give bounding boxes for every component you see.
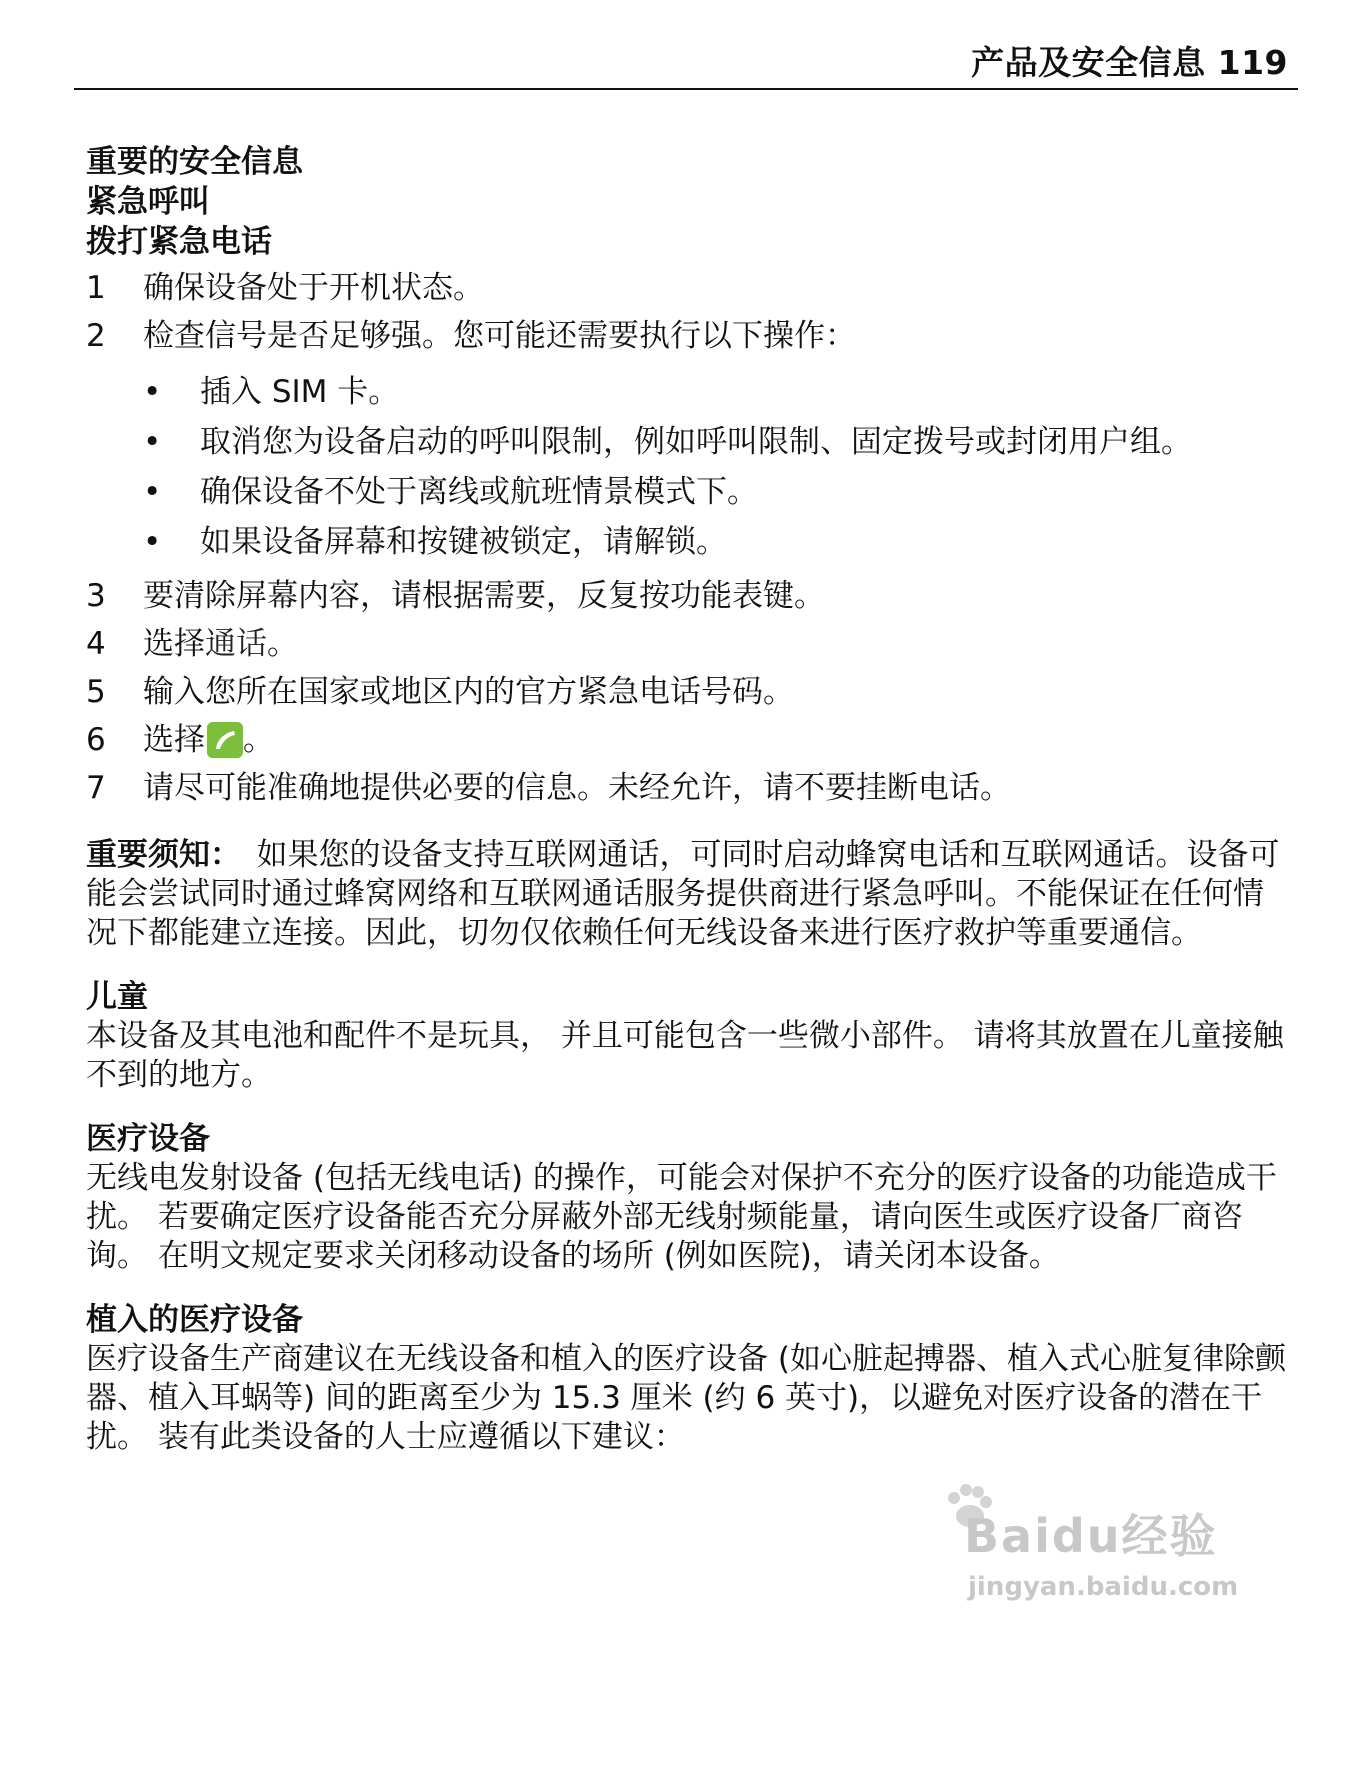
bullet-icon: • [143, 524, 162, 560]
heading-important-safety: 重要的安全信息 [86, 144, 303, 180]
baidu-watermark [940, 1500, 1280, 1610]
step-item [86, 716, 1291, 764]
heading-children: 儿童 [86, 979, 148, 1015]
step-text-before: 选择 [143, 722, 205, 758]
header-title: 产品及安全信息 119 [971, 43, 1288, 82]
step-number: 2 [86, 318, 106, 354]
bullet-item [86, 472, 1291, 512]
step-number: 5 [86, 674, 106, 710]
step-text-before: 选择 [143, 626, 205, 662]
heading-medical-devices: 医疗设备 [86, 1121, 210, 1157]
step-number: 3 [86, 578, 106, 614]
step-text-after: 。 [243, 722, 274, 758]
step-number: 1 [86, 270, 106, 306]
children-text: 本设备及其电池和配件不是玩具， 并且可能包含一些微小部件。 请将其放置在儿童接触不到的地方。 [86, 1018, 1284, 1093]
notice-text: 如果您的设备支持互联网通话，可同时启动蜂窝电话和互联网通话。设备可能会尝试同时通过蜂窝网络和互联网通话服务提供商进行紧急呼叫。不能保证在任何情况下都能建立连接。因此，切勿仅依赖任何无线设备来进行医疗救护等重要通信。 [86, 837, 1280, 951]
step-item [86, 312, 1291, 360]
step-number: 6 [86, 722, 106, 758]
step-text: 检查信号是否足够强。您可能还需要执行以下操作： [143, 318, 856, 354]
medical-text: 无线电发射设备 (包括无线电话) 的操作，可能会对保护不充分的医疗设备的功能造成干扰。 若要确定医疗设备能否充分屏蔽外部无线射频能量，请向医生或医疗设备厂商咨询。 在明文规定要求关闭移动设备的场所 (例如医院)，请关闭本设备。 [86, 1160, 1277, 1274]
implanted-text: 医疗设备生产商建议在无线设备和植入的医疗设备 (如心脏起搏器、植入式心脏复律除颤器、植入耳蜗等) 间的距离至少为 15.3 厘米 (约 6 英寸)，以避免对医疗设备的潜在干扰。 装有此类设备的人士应遵循以下建议： [86, 1341, 1286, 1455]
step-text: 输入您所在国家或地区内的官方紧急电话号码。 [143, 674, 794, 710]
step-item [86, 668, 1291, 716]
page-header [74, 40, 1298, 90]
step-number: 7 [86, 770, 106, 806]
steps-list [86, 264, 1291, 812]
step-item [86, 764, 1291, 812]
page-content [86, 142, 1291, 1457]
bullet-item [86, 372, 1291, 412]
bullet-text: 确保设备不处于离线或航班情景模式下。 [200, 474, 758, 510]
step-item [86, 264, 1291, 312]
heading-implanted-devices: 植入的医疗设备 [86, 1302, 303, 1338]
step-item [86, 620, 1291, 668]
bullet-icon: • [143, 374, 162, 410]
watermark-url: jingyan.baidu.com [968, 1572, 1239, 1602]
step-text-after: 。 [267, 626, 298, 662]
bullet-text: 取消您为设备启动的呼叫限制，例如呼叫限制、固定拨号或封闭用户组。 [200, 424, 1192, 460]
watermark-logo-text: Baidu经验 [964, 1509, 1218, 1563]
bullet-text: 插入 SIM 卡。 [200, 374, 400, 410]
call-icon [207, 722, 243, 758]
step-number: 4 [86, 626, 106, 662]
important-notice [86, 836, 1291, 953]
notice-label: 重要须知： [86, 837, 226, 873]
bullet-icon: • [143, 474, 162, 510]
bullet-item [86, 422, 1291, 462]
bullet-icon: • [143, 424, 162, 460]
step-item [86, 572, 1291, 620]
bullet-item [86, 522, 1291, 562]
heading-emergency-call: 紧急呼叫 [86, 184, 210, 220]
step-text: 请尽可能准确地提供必要的信息。未经允许，请不要挂断电话。 [143, 770, 1011, 806]
heading-dial-emergency: 拨打紧急电话 [86, 224, 272, 260]
step-text: 要清除屏幕内容，请根据需要，反复按功能表键。 [143, 578, 825, 614]
step-text-highlight: 通话 [205, 626, 267, 662]
step-text: 确保设备处于开机状态。 [143, 270, 484, 306]
bullet-text: 如果设备屏幕和按键被锁定，请解锁。 [200, 524, 727, 560]
bullet-list [86, 372, 1291, 562]
